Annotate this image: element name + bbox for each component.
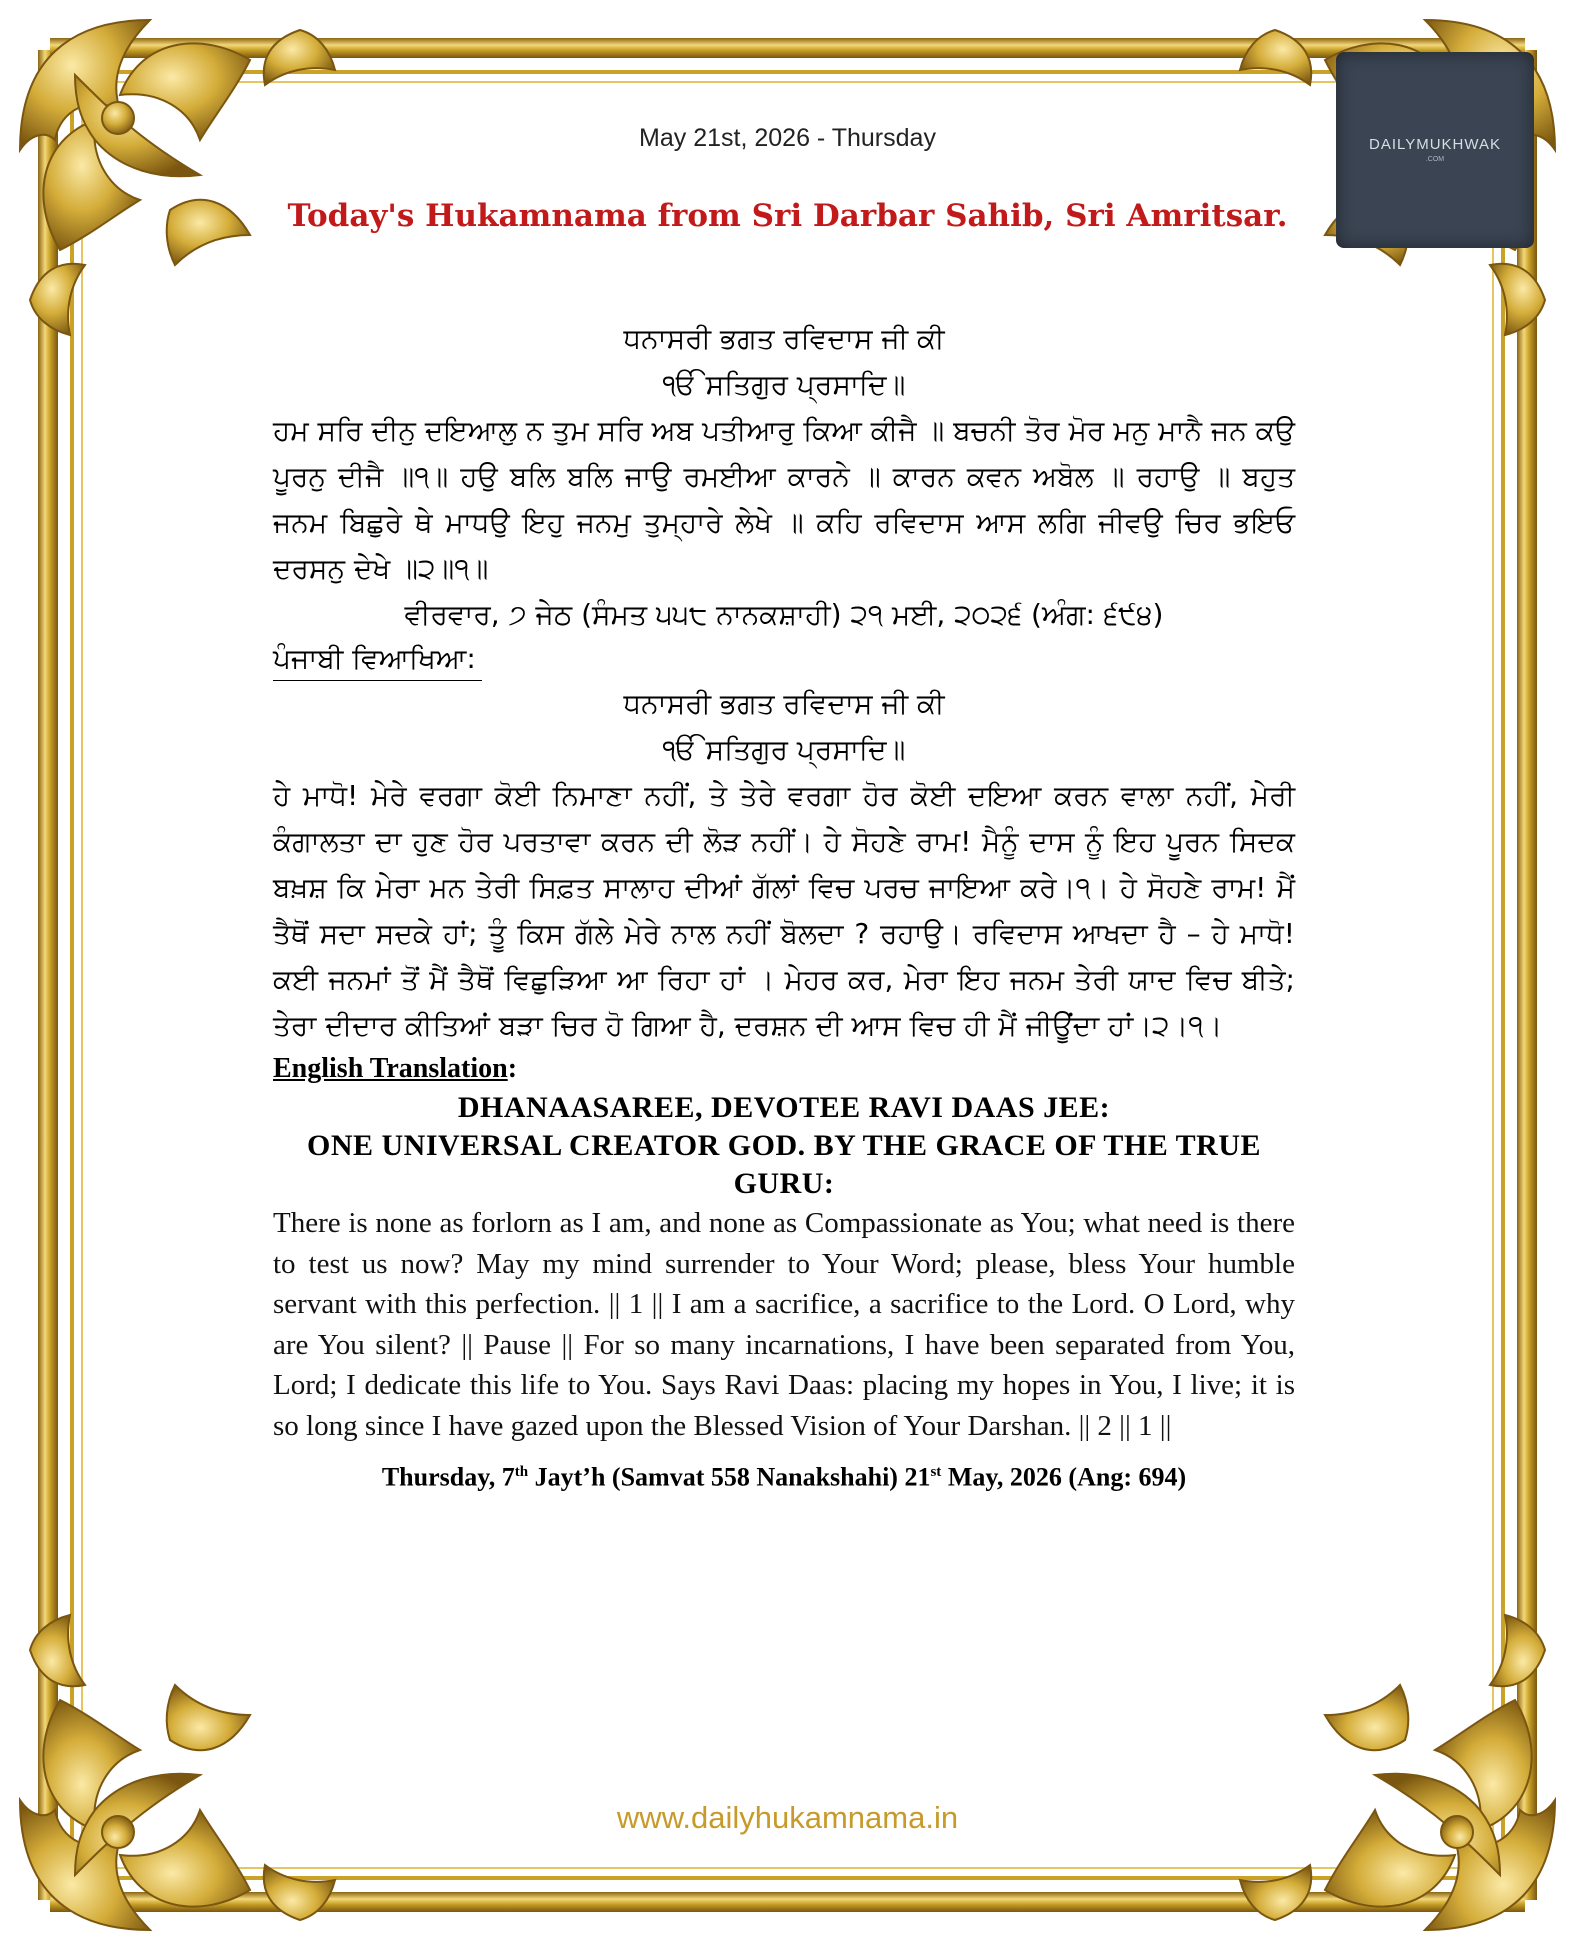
hukamnama-date: May 21st, 2026 - Thursday bbox=[639, 124, 936, 152]
punjabi-mool-mantar: ੴ ਸਤਿਗੁਰ ਪ੍ਰਸਾਦਿ॥ bbox=[662, 733, 906, 766]
hukamnama-content bbox=[273, 316, 1295, 1498]
gurbani-mool-mantar: ੴ ਸਤਿਗੁਰ ਪ੍ਰਸਾਦਿ॥ bbox=[662, 368, 906, 401]
english-translation-text: There is none as forlorn as I am, and none as Compassionate as You; what need is there to test us now? May my mind surrender to Your Word; please, bless Your humble servant with this perfection. || 1 || I am a sacrifice, a sacrifice to the Lord. O Lord, why are You silent? || Pause || For so many incarnations, I have been separated from You, Lord; I dedicate this life to You. Says Ravi Daas: placing my hopes in You, I live; it is so long since I have gazed upon the Blessed Vision of Your Darshan. || 2 || 1 || bbox=[273, 1207, 1295, 1442]
english-title-1: DHANAASAREE, DEVOTEE RAVI DAAS JEE: bbox=[457, 1091, 1111, 1124]
english-title-2: ONE UNIVERSAL CREATOR GOD. BY THE GRACE OF THE TRUE GURU: bbox=[306, 1129, 1262, 1200]
gurbani-text: ਹਮ ਸਰਿ ਦੀਨੁ ਦਇਆਲੁ ਨ ਤੁਮ ਸਰਿ ਅਬ ਪਤੀਆਰੁ ਕਿਆ ਕੀਜੈ ॥ ਬਚਨੀ ਤੋਰ ਮੋਰ ਮਨੁ ਮਾਨੈ ਜਨ ਕਉ ਪੂਰਨੁ ਦੀਜੈ ॥੧॥ ਹਉ ਬਲਿ ਬਲਿ ਜਾਉ ਰਮਈਆ ਕਾਰਨੇ ॥ ਕਾਰਨ ਕਵਨ ਅਬੋਲ ॥ ਰਹਾਉ ॥ ਬਹੁਤ ਜਨਮ ਬਿਛੁਰੇ ਥੇ ਮਾਧਉ ਇਹੁ ਜਨਮੁ ਤੁਮ੍ਹਾਰੇ ਲੇਖੇ ॥ ਕਹਿ ਰਵਿਦਾਸ ਆਸ ਲਗਿ ਜੀਵਉ ਚਿਰ ਭਇਓ ਦਰਸਨੁ ਦੇਖੇ ॥੨॥੧॥ bbox=[273, 414, 1295, 585]
gurbani-heading: ਧਨਾਸਰੀ ਭਗਤ ਰਵਿਦਾਸ ਜੀ ਕੀ bbox=[623, 322, 945, 355]
foot-sup-th: th bbox=[514, 1464, 529, 1480]
logo-text: DAILYMUKHWAK bbox=[1368, 136, 1501, 153]
english-date-line bbox=[273, 1452, 1295, 1498]
gurbani-date-line: ਵੀਰਵਾਰ, ੭ ਜੇਠ (ਸੰਮਤ ੫੫੮ ਨਾਨਕਸ਼ਾਹੀ) ੨੧ ਮਈ, ੨੦੨੬ (ਅੰਗ: ੬੯੪) bbox=[404, 598, 1164, 631]
foot-part-c: May, 2026 (Ang: 694) bbox=[941, 1462, 1187, 1492]
english-translation-label bbox=[273, 1049, 1295, 1089]
logo-subtext: .COM bbox=[1425, 156, 1445, 163]
english-label-colon: : bbox=[507, 1053, 518, 1084]
foot-part-a: Thursday, 7 bbox=[381, 1462, 515, 1492]
foot-sup-st: st bbox=[930, 1464, 942, 1480]
punjabi-explanation-text: ਹੇ ਮਾਧੋ! ਮੇਰੇ ਵਰਗਾ ਕੋਈ ਨਿਮਾਣਾ ਨਹੀਂ, ਤੇ ਤੇਰੇ ਵਰਗਾ ਹੋਰ ਕੋਈ ਦਇਆ ਕਰਨ ਵਾਲਾ ਨਹੀਂ, ਮੇਰੀ ਕੰਗਾਲਤਾ ਦਾ ਹੁਣ ਹੋਰ ਪਰਤਾਵਾ ਕਰਨ ਦੀ ਲੋੜ ਨਹੀਂ। ਹੇ ਸੋਹਣੇ ਰਾਮ! ਮੈਨੂੰ ਦਾਸ ਨੂੰ ਇਹ ਪੂਰਨ ਸਿਦਕ ਬਖ਼ਸ਼ ਕਿ ਮੇਰਾ ਮਨ ਤੇਰੀ ਸਿਫ਼ਤ ਸਾਲਾਹ ਦੀਆਂ ਗੱਲਾਂ ਵਿਚ ਪਰਚ ਜਾਇਆ ਕਰੇ।੧। ਹੇ ਸੋਹਣੇ ਰਾਮ! ਮੈਂ ਤੈਥੋਂ ਸਦਾ ਸਦਕੇ ਹਾਂ; ਤੂੰ ਕਿਸ ਗੱਲੇ ਮੇਰੇ ਨਾਲ ਨਹੀਂ ਬੋਲਦਾ ? ਰਹਾਉ। ਰਵਿਦਾਸ ਆਖਦਾ ਹੈ – ਹੇ ਮਾਧੋ! ਕਈ ਜਨਮਾਂ ਤੋਂ ਮੈਂ ਤੈਥੋਂ ਵਿਛੁੜਿਆ ਆ ਰਿਹਾ ਹਾਂ । ਮੇਹਰ ਕਰ, ਮੇਰਾ ਇਹ ਜਨਮ ਤੇਰੀ ਯਾਦ ਵਿਚ ਬੀਤੇ; ਤੇਰਾ ਦੀਦਾਰ ਕੀਤਿਆਂ ਬੜਾ ਚਿਰ ਹੋ ਗਿਆ ਹੈ, ਦਰਸ਼ਨ ਦੀ ਆਸ ਵਿਚ ਹੀ ਮੈਂ ਜੀਊਂਦਾ ਹਾਂ।੨।੧। bbox=[273, 779, 1295, 1042]
website-link[interactable]: www.dailyhukamnama.in bbox=[616, 1800, 959, 1835]
page-title: Today's Hukamnama from Sri Darbar Sahib, Sri Amritsar. bbox=[287, 198, 1288, 234]
punjabi-heading: ਧਨਾਸਰੀ ਭਗਤ ਰਵਿਦਾਸ ਜੀ ਕੀ bbox=[623, 687, 945, 720]
punjabi-explanation-label: ਪੰਜਾਬੀ ਵਿਆਖਿਆ: bbox=[273, 638, 482, 681]
dailymukhwak-logo[interactable] bbox=[1336, 52, 1534, 248]
english-label-text: English Translation bbox=[273, 1053, 508, 1084]
foot-part-b: Jayt’h (Samvat 558 Nanakshahi) 21 bbox=[528, 1462, 931, 1492]
